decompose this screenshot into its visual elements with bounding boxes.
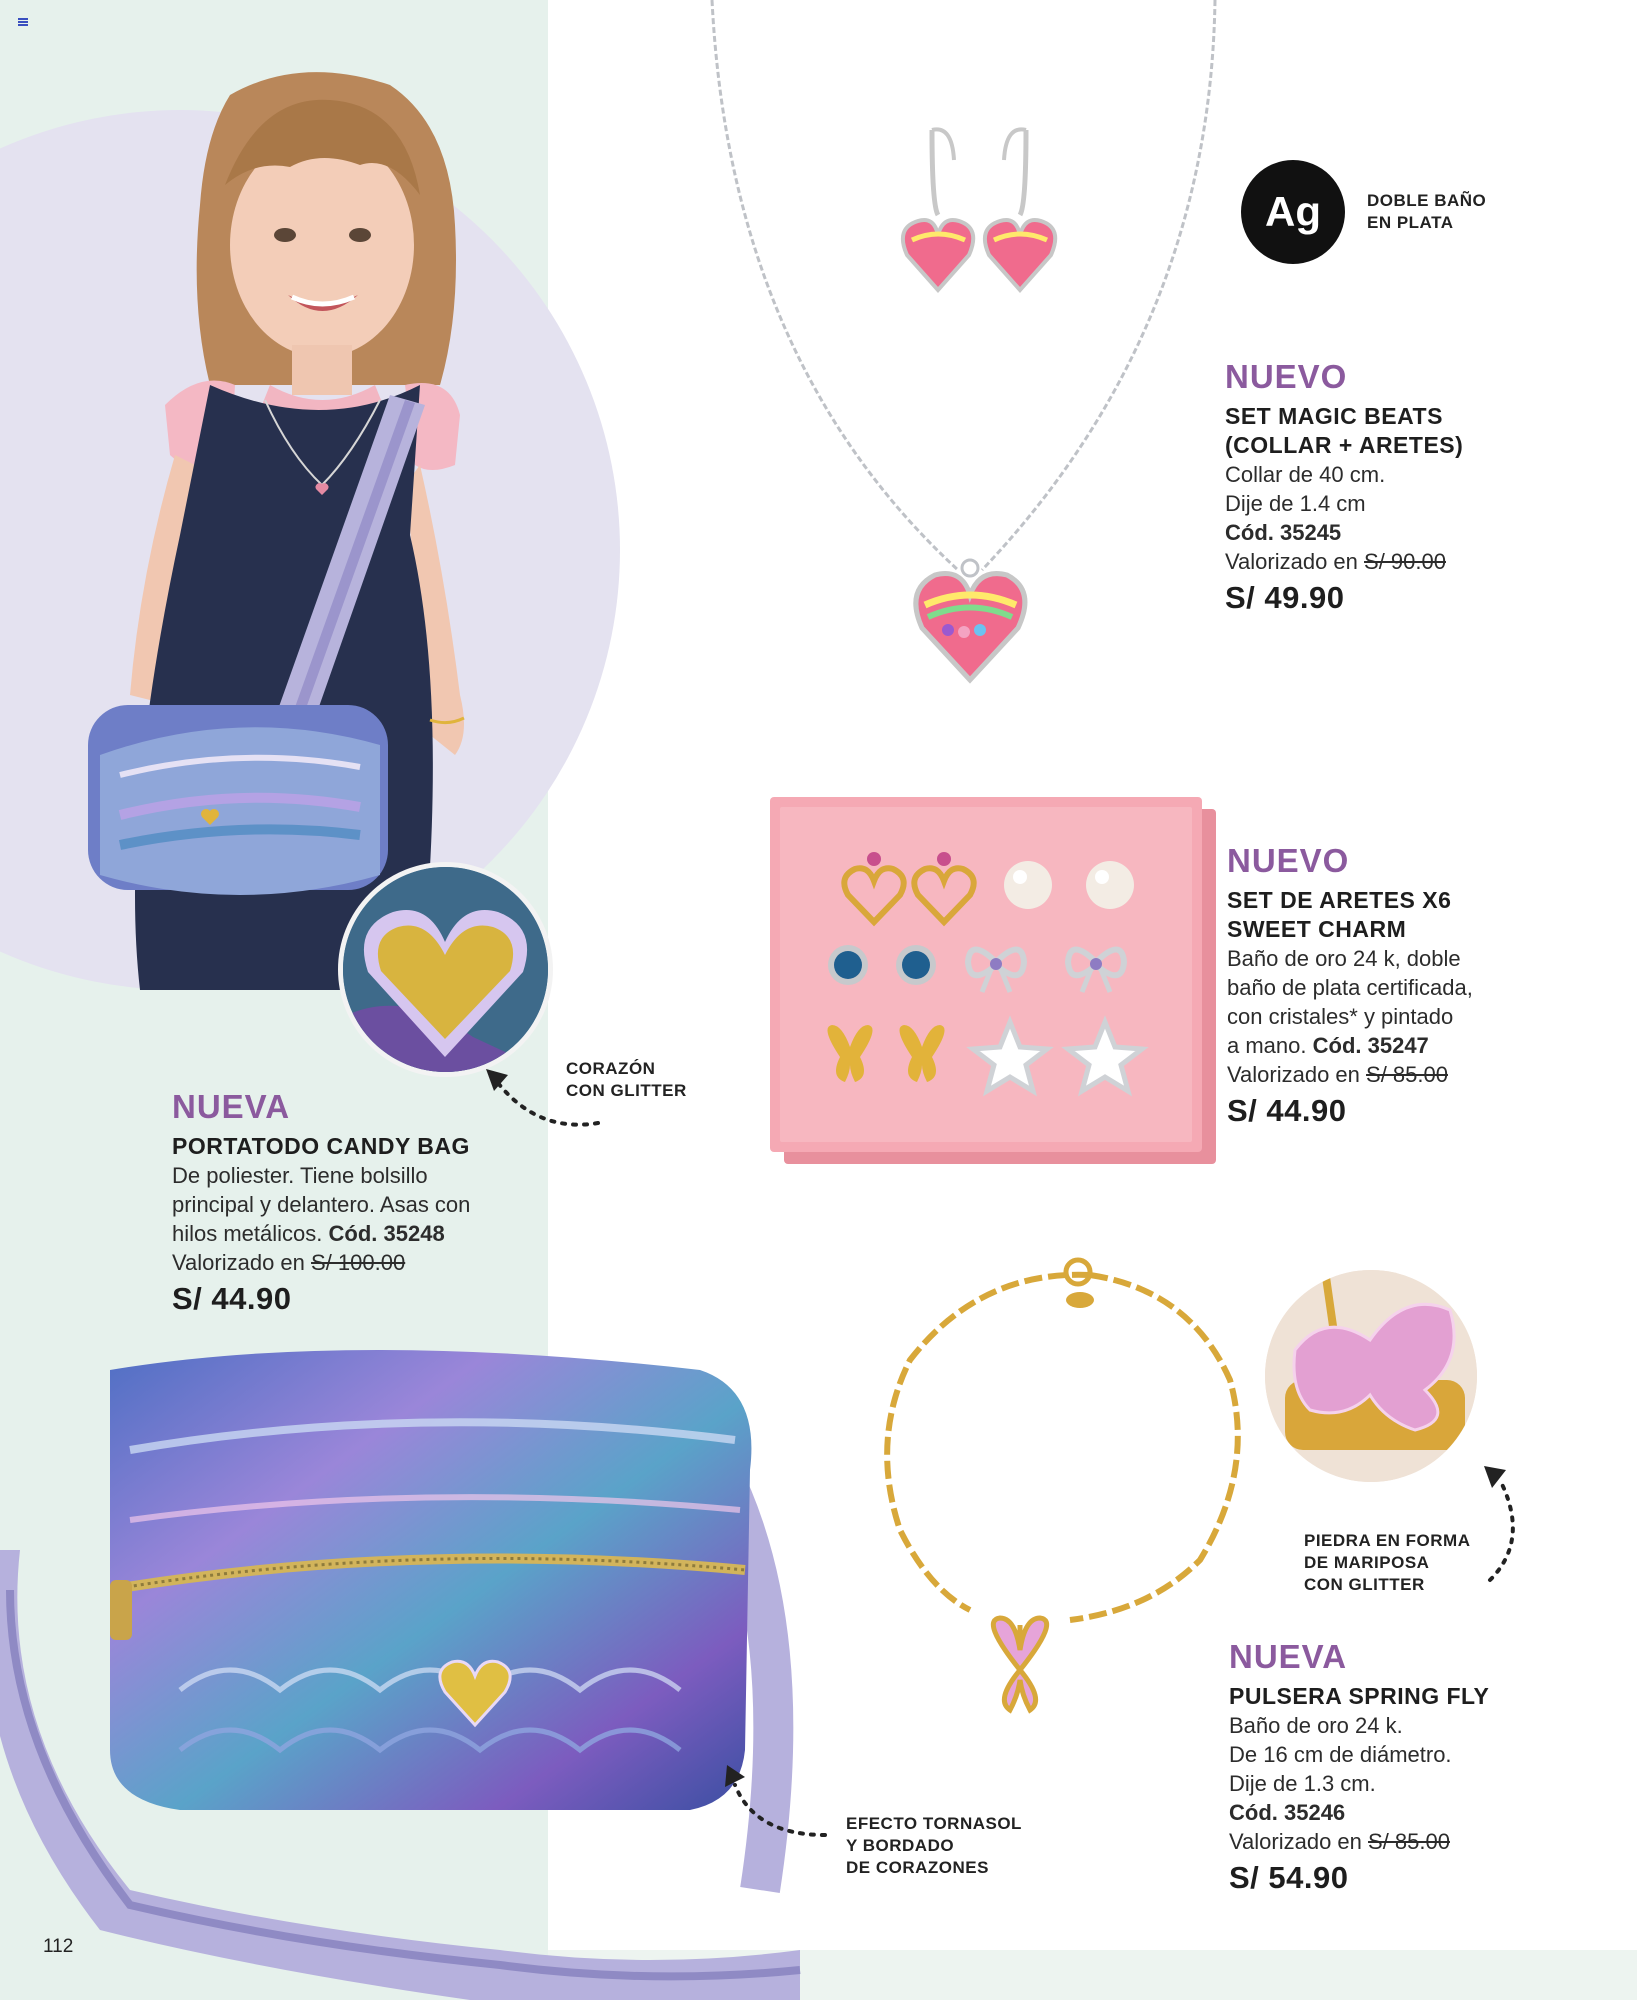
magic-beats-product (1225, 358, 1625, 616)
magic-beats-necklace-image (700, 0, 1240, 690)
product-code: Cód. 35247 (1312, 1033, 1429, 1058)
new-tag: NUEVA (1229, 1638, 1348, 1675)
valued-price: S/ 85.00 (1368, 1829, 1450, 1854)
dotted-arrow-icon (715, 1755, 835, 1845)
product-title-line2: SWEET CHARM (1227, 916, 1407, 942)
candy-bag-product (172, 1088, 572, 1317)
spring-fly-bracelet-image (860, 1240, 1260, 1720)
product-desc-line4 (1227, 1031, 1627, 1060)
product-desc-line1: De poliester. Tiene bolsillo (172, 1163, 428, 1188)
product-title-line1: SET DE ARETES X6 (1227, 887, 1452, 913)
candy-bag-image (0, 1330, 820, 2000)
valued-price: S/ 85.00 (1366, 1062, 1448, 1087)
valued-label: Valorizado en (172, 1250, 305, 1275)
valued-line (1227, 1060, 1627, 1089)
valued-price: S/ 100.00 (311, 1250, 406, 1275)
sweet-charm-earring-box (770, 797, 1202, 1152)
product-title: PULSERA SPRING FLY (1229, 1683, 1490, 1709)
product-price: S/ 54.90 (1229, 1860, 1349, 1895)
product-price: S/ 44.90 (1227, 1093, 1347, 1128)
callout-mariposa (1304, 1530, 1471, 1596)
girl-model-photo (60, 55, 620, 990)
butterfly-zoom (1265, 1270, 1477, 1482)
callout-corazon (566, 1058, 687, 1102)
product-desc-line3-prefix: hilos metálicos. (172, 1221, 323, 1246)
product-price: S/ 44.90 (172, 1281, 292, 1316)
product-desc-line1: Baño de oro 24 k. (1229, 1713, 1403, 1738)
badge-caption (1367, 190, 1486, 234)
product-desc-line3: con cristales* y pintado (1227, 1004, 1454, 1029)
product-desc-line4-prefix: a mano. (1227, 1033, 1307, 1058)
callout-corazon-line1: CORAZÓN (566, 1059, 656, 1078)
product-desc-line2: principal y delantero. Asas con (172, 1192, 471, 1217)
product-desc-line3 (172, 1219, 572, 1248)
product-title-line2: (COLLAR + ARETES) (1225, 432, 1464, 458)
sweet-charm-product (1227, 842, 1627, 1129)
badge-caption-line2: EN PLATA (1367, 213, 1454, 232)
product-desc-line2: Dije de 1.4 cm (1225, 491, 1366, 516)
product-title: PORTATODO CANDY BAG (172, 1133, 470, 1159)
silver-badge-icon: Ag (1241, 160, 1345, 264)
dotted-arrow-icon (1470, 1460, 1540, 1585)
product-desc-line1: Collar de 40 cm. (1225, 462, 1386, 487)
callout-mariposa-line3: CON GLITTER (1304, 1575, 1425, 1594)
product-code: Cód. 35246 (1229, 1800, 1346, 1825)
earring-set-image (770, 797, 1202, 1152)
product-desc-line2: baño de plata certificada, (1227, 975, 1473, 1000)
product-price: S/ 49.90 (1225, 580, 1345, 615)
badge-caption-line1: DOBLE BAÑO (1367, 191, 1487, 210)
callout-tornasol-line2: Y BORDADO (846, 1836, 955, 1855)
valued-label: Valorizado en (1227, 1062, 1360, 1087)
valued-label: Valorizado en (1225, 549, 1358, 574)
product-code: Cód. 35248 (328, 1221, 445, 1246)
callout-corazon-line2: CON GLITTER (566, 1081, 687, 1100)
product-desc-line2: De 16 cm de diámetro. (1229, 1742, 1452, 1767)
page-number: 112 (43, 1936, 74, 1957)
new-tag: NUEVO (1225, 358, 1348, 395)
valued-line (1225, 547, 1625, 576)
product-title-line1: SET MAGIC BEATS (1225, 403, 1443, 429)
new-tag: NUEVA (172, 1088, 291, 1125)
product-desc-line1: Baño de oro 24 k, doble (1227, 946, 1461, 971)
spring-fly-product (1229, 1638, 1629, 1896)
callout-tornasol-line3: DE CORAZONES (846, 1858, 989, 1877)
valued-label: Valorizado en (1229, 1829, 1362, 1854)
menu-icon[interactable] (18, 18, 28, 26)
valued-line (172, 1248, 572, 1277)
glitter-heart-zoom (338, 862, 553, 1077)
callout-tornasol (846, 1813, 1022, 1879)
valued-price: S/ 90.00 (1364, 549, 1446, 574)
new-tag: NUEVO (1227, 842, 1350, 879)
valued-line (1229, 1827, 1629, 1856)
callout-tornasol-line1: EFECTO TORNASOL (846, 1814, 1022, 1833)
callout-mariposa-line1: PIEDRA EN FORMA (1304, 1531, 1471, 1550)
product-desc-line3: Dije de 1.3 cm. (1229, 1771, 1376, 1796)
product-code: Cód. 35245 (1225, 520, 1342, 545)
callout-mariposa-line2: DE MARIPOSA (1304, 1553, 1430, 1572)
